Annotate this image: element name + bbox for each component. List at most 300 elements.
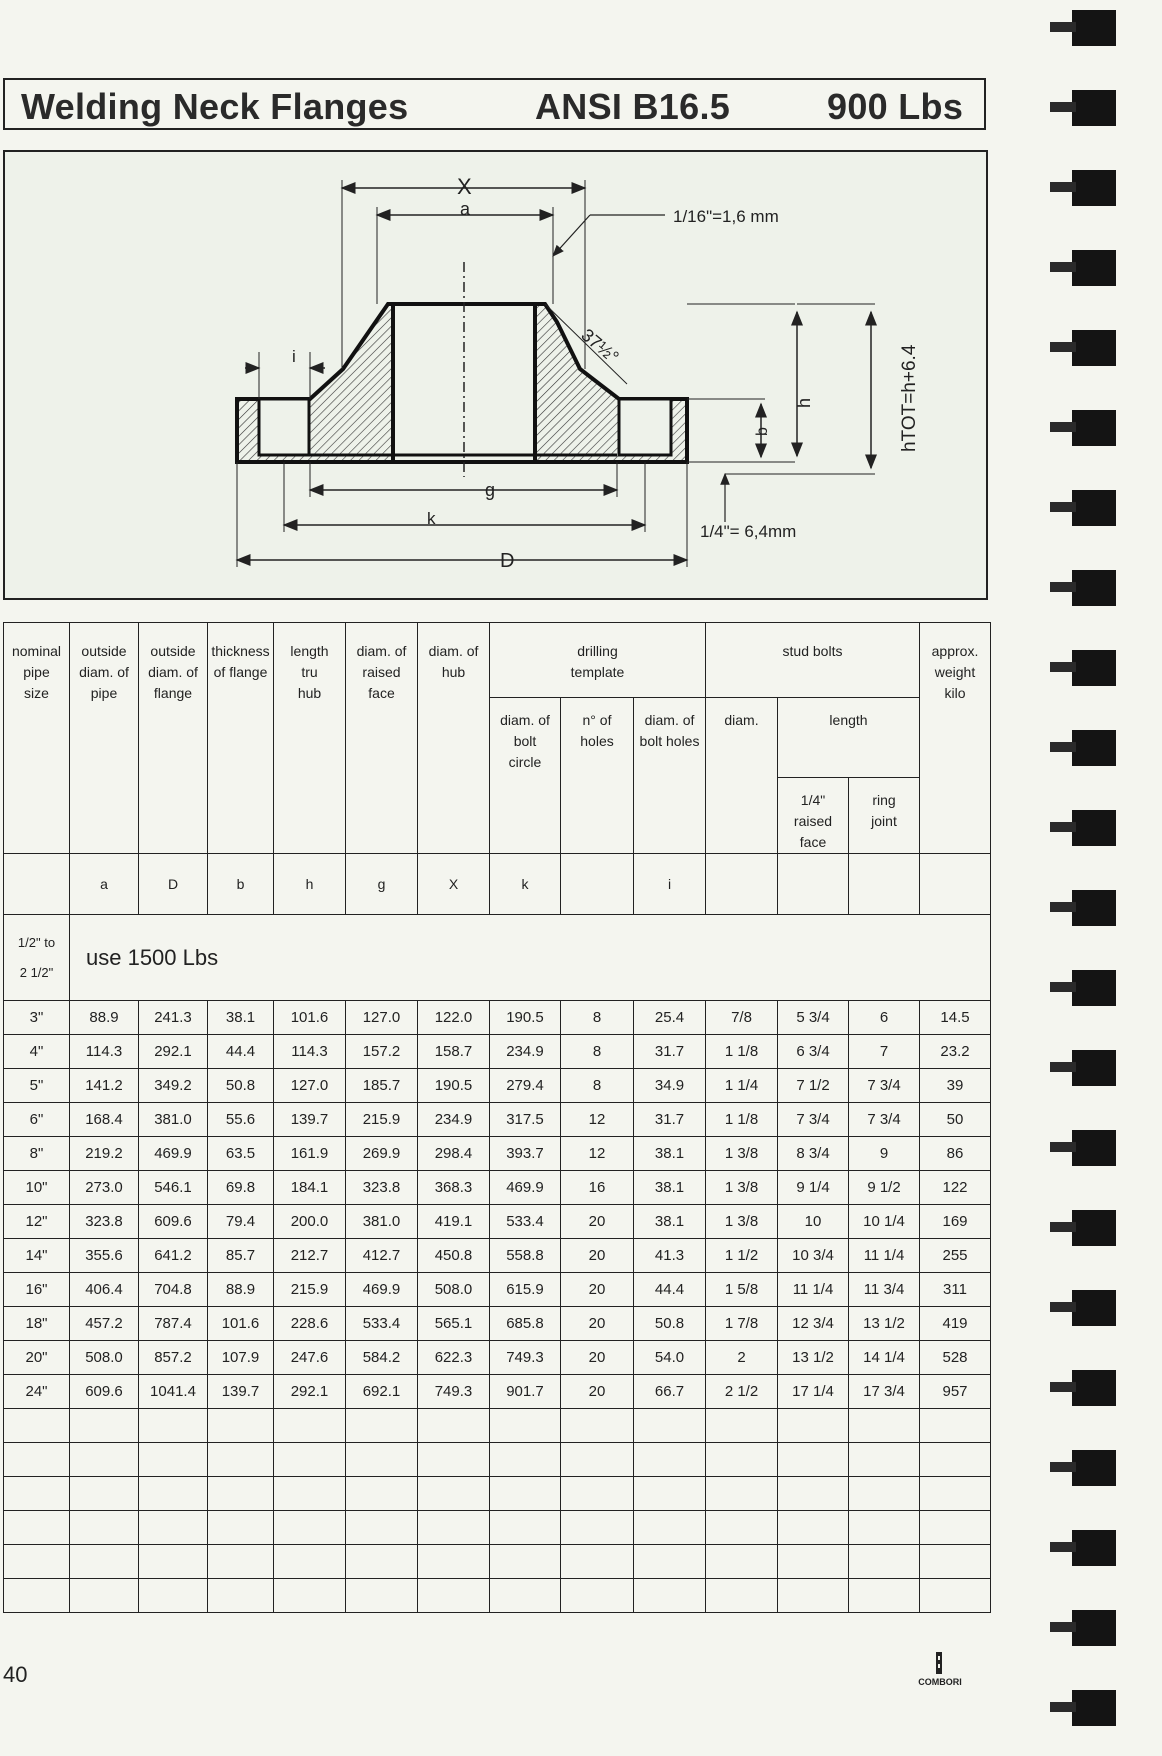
empty-cell <box>706 1579 778 1613</box>
binding-ring <box>1072 410 1116 446</box>
empty-cell <box>920 1511 991 1545</box>
table-cell: 54.0 <box>634 1341 706 1375</box>
table-cell: 1 1/8 <box>706 1103 778 1137</box>
symbol-cell <box>561 854 634 915</box>
empty-cell <box>561 1477 634 1511</box>
row-size-cell: 18" <box>4 1307 70 1341</box>
table-row <box>4 1171 991 1205</box>
empty-cell <box>849 1545 920 1579</box>
flange-diagram <box>3 150 988 600</box>
table-cell: 298.4 <box>418 1137 490 1171</box>
empty-row <box>4 1579 991 1613</box>
note-row <box>4 915 991 1001</box>
binding-hole <box>1050 262 1076 272</box>
table-cell: 38.1 <box>634 1171 706 1205</box>
table-cell: 157.2 <box>346 1035 418 1069</box>
empty-cell <box>346 1545 418 1579</box>
header-nominal-size: nominal pipe size <box>4 623 70 854</box>
table-cell: 279.4 <box>490 1069 561 1103</box>
header-raised-face: diam. of raised face <box>346 623 418 854</box>
empty-cell <box>561 1409 634 1443</box>
row-size-cell: 4" <box>4 1035 70 1069</box>
table-cell: 749.3 <box>418 1375 490 1409</box>
binding-ring <box>1072 1130 1116 1166</box>
table-cell: 34.9 <box>634 1069 706 1103</box>
table-cell: 269.9 <box>346 1137 418 1171</box>
empty-cell <box>778 1477 849 1511</box>
table-cell: 38.1 <box>634 1205 706 1239</box>
empty-cell <box>849 1443 920 1477</box>
table-cell: 85.7 <box>208 1239 274 1273</box>
table-cell: 66.7 <box>634 1375 706 1409</box>
binding-hole <box>1050 502 1076 512</box>
table-cell: 234.9 <box>490 1035 561 1069</box>
empty-cell <box>778 1511 849 1545</box>
empty-cell <box>274 1511 346 1545</box>
table-cell: 161.9 <box>274 1137 346 1171</box>
table-cell: 1 5/8 <box>706 1273 778 1307</box>
table-cell: 169 <box>920 1205 991 1239</box>
row-size-cell: 16" <box>4 1273 70 1307</box>
empty-row <box>4 1511 991 1545</box>
row-size-cell: 24" <box>4 1375 70 1409</box>
empty-cell <box>418 1443 490 1477</box>
header-od-pipe: outside diam. of pipe <box>70 623 139 854</box>
symbol-cell <box>920 854 991 915</box>
empty-cell <box>561 1545 634 1579</box>
table-cell: 184.1 <box>274 1171 346 1205</box>
binding-hole <box>1050 1462 1076 1472</box>
table-cell: 558.8 <box>490 1239 561 1273</box>
table-row <box>4 1239 991 1273</box>
empty-cell <box>418 1477 490 1511</box>
dimension-table <box>3 622 991 1613</box>
empty-cell <box>418 1579 490 1613</box>
table-cell: 508.0 <box>70 1341 139 1375</box>
row-size-cell: 5" <box>4 1069 70 1103</box>
binding-ring <box>1072 1610 1116 1646</box>
table-cell: 168.4 <box>70 1103 139 1137</box>
table-cell: 20 <box>561 1239 634 1273</box>
table-cell: 20 <box>561 1205 634 1239</box>
empty-cell <box>139 1511 208 1545</box>
row-size-cell: 12" <box>4 1205 70 1239</box>
table-cell: 88.9 <box>208 1273 274 1307</box>
table-cell: 450.8 <box>418 1239 490 1273</box>
empty-cell <box>208 1579 274 1613</box>
empty-cell <box>490 1477 561 1511</box>
table-cell: 31.7 <box>634 1103 706 1137</box>
empty-cell <box>490 1511 561 1545</box>
table-cell: 317.5 <box>490 1103 561 1137</box>
label-X: X <box>457 174 472 199</box>
empty-cell <box>418 1545 490 1579</box>
table-cell: 7 3/4 <box>849 1103 920 1137</box>
table-cell: 469.9 <box>490 1171 561 1205</box>
empty-cell <box>561 1511 634 1545</box>
table-cell: 457.2 <box>70 1307 139 1341</box>
binding-hole <box>1050 422 1076 432</box>
binding-ring <box>1072 1370 1116 1406</box>
empty-cell <box>346 1477 418 1511</box>
table-cell: 957 <box>920 1375 991 1409</box>
empty-cell <box>490 1443 561 1477</box>
publisher-logo <box>910 1648 970 1688</box>
empty-cell <box>706 1443 778 1477</box>
row-size-cell: 20" <box>4 1341 70 1375</box>
empty-cell <box>4 1477 70 1511</box>
flange-cross-section <box>5 152 990 602</box>
table-cell: 749.3 <box>490 1341 561 1375</box>
table-cell: 1 3/8 <box>706 1205 778 1239</box>
table-cell: 39 <box>920 1069 991 1103</box>
symbol-cell <box>778 854 849 915</box>
empty-cell <box>70 1477 139 1511</box>
table-cell: 1041.4 <box>139 1375 208 1409</box>
header-od-flange: outside diam. of flange <box>139 623 208 854</box>
table-cell: 533.4 <box>346 1307 418 1341</box>
empty-cell <box>634 1545 706 1579</box>
symbol-cell: b <box>208 854 274 915</box>
table-cell: 79.4 <box>208 1205 274 1239</box>
table-cell: 6 <box>849 1001 920 1035</box>
empty-cell <box>139 1443 208 1477</box>
table-cell: 20 <box>561 1375 634 1409</box>
empty-cell <box>706 1477 778 1511</box>
table-cell: 190.5 <box>418 1069 490 1103</box>
header-stud-length: length <box>778 698 920 778</box>
binding-ring <box>1072 570 1116 606</box>
binding-ring <box>1072 1210 1116 1246</box>
table-cell: 10 1/4 <box>849 1205 920 1239</box>
binding-hole <box>1050 1062 1076 1072</box>
empty-cell <box>849 1477 920 1511</box>
empty-cell <box>70 1409 139 1443</box>
symbol-cell: g <box>346 854 418 915</box>
table-cell: 20 <box>561 1273 634 1307</box>
table-cell: 6 3/4 <box>778 1035 849 1069</box>
table-cell: 50.8 <box>634 1307 706 1341</box>
table-cell: 11 3/4 <box>849 1273 920 1307</box>
table-cell: 8 <box>561 1069 634 1103</box>
binding-hole <box>1050 662 1076 672</box>
binding-ring <box>1072 730 1116 766</box>
empty-cell <box>778 1443 849 1477</box>
empty-cell <box>346 1443 418 1477</box>
table-row <box>4 1205 991 1239</box>
table-cell: 469.9 <box>346 1273 418 1307</box>
table-row <box>4 1035 991 1069</box>
table-cell: 127.0 <box>346 1001 418 1035</box>
table-cell: 88.9 <box>70 1001 139 1035</box>
empty-cell <box>139 1477 208 1511</box>
table-cell: 1 3/8 <box>706 1171 778 1205</box>
note-bottom-raise: 1/4"= 6,4mm <box>700 522 797 541</box>
table-cell: 38.1 <box>208 1001 274 1035</box>
empty-cell <box>778 1409 849 1443</box>
table-cell: 7/8 <box>706 1001 778 1035</box>
binding-ring <box>1072 1050 1116 1086</box>
table-cell: 11 1/4 <box>849 1239 920 1273</box>
table-cell: 12 <box>561 1137 634 1171</box>
binding-hole <box>1050 342 1076 352</box>
table-cell: 381.0 <box>139 1103 208 1137</box>
table-cell: 14.5 <box>920 1001 991 1035</box>
table-cell: 25.4 <box>634 1001 706 1035</box>
table-cell: 857.2 <box>139 1341 208 1375</box>
empty-cell <box>634 1409 706 1443</box>
table-cell: 546.1 <box>139 1171 208 1205</box>
table-cell: 17 1/4 <box>778 1375 849 1409</box>
empty-cell <box>490 1579 561 1613</box>
header-ring-joint: ring joint <box>849 778 920 854</box>
table-cell: 419 <box>920 1307 991 1341</box>
table-cell: 609.6 <box>70 1375 139 1409</box>
symbol-cell <box>849 854 920 915</box>
table-cell: 234.9 <box>418 1103 490 1137</box>
empty-cell <box>139 1409 208 1443</box>
table-cell: 641.2 <box>139 1239 208 1273</box>
table-cell: 311 <box>920 1273 991 1307</box>
empty-cell <box>208 1443 274 1477</box>
table-cell: 381.0 <box>346 1205 418 1239</box>
table-cell: 622.3 <box>418 1341 490 1375</box>
table-cell: 615.9 <box>490 1273 561 1307</box>
table-cell: 158.7 <box>418 1035 490 1069</box>
label-D: D <box>500 550 515 572</box>
binding-hole <box>1050 102 1076 112</box>
symbol-cell: a <box>70 854 139 915</box>
table-cell: 41.3 <box>634 1239 706 1273</box>
header-stud-bolts: stud bolts <box>706 623 920 698</box>
table-cell: 787.4 <box>139 1307 208 1341</box>
table-cell: 12 3/4 <box>778 1307 849 1341</box>
title-pressure-class: 900 Lbs <box>827 86 964 127</box>
table-cell: 1 1/8 <box>706 1035 778 1069</box>
label-b: b <box>754 427 771 436</box>
table-cell: 8 <box>561 1001 634 1035</box>
table-cell: 241.3 <box>139 1001 208 1035</box>
row-size-cell: 3" <box>4 1001 70 1035</box>
binding-hole <box>1050 1222 1076 1232</box>
binding-hole <box>1050 742 1076 752</box>
empty-row <box>4 1443 991 1477</box>
empty-cell <box>70 1511 139 1545</box>
table-cell: 139.7 <box>208 1375 274 1409</box>
table-cell: 14 1/4 <box>849 1341 920 1375</box>
table-cell: 419.1 <box>418 1205 490 1239</box>
table-cell: 215.9 <box>346 1103 418 1137</box>
table-cell: 508.0 <box>418 1273 490 1307</box>
empty-cell <box>634 1511 706 1545</box>
empty-cell <box>920 1477 991 1511</box>
table-cell: 412.7 <box>346 1239 418 1273</box>
table-cell: 190.5 <box>490 1001 561 1035</box>
empty-cell <box>706 1545 778 1579</box>
binding-ring <box>1072 1450 1116 1486</box>
publisher-logo-text: COMBORI <box>918 1677 962 1687</box>
table-cell: 1 1/4 <box>706 1069 778 1103</box>
table-cell: 86 <box>920 1137 991 1171</box>
binding-ring <box>1072 810 1116 846</box>
header-thickness: thickness of flange <box>208 623 274 854</box>
empty-row <box>4 1545 991 1579</box>
header-raised-face-length: 1/4" raised face <box>778 778 849 854</box>
empty-cell <box>920 1545 991 1579</box>
table-cell: 23.2 <box>920 1035 991 1069</box>
table-cell: 139.7 <box>274 1103 346 1137</box>
table-cell: 1 3/8 <box>706 1137 778 1171</box>
empty-cell <box>274 1545 346 1579</box>
empty-cell <box>70 1579 139 1613</box>
empty-cell <box>4 1511 70 1545</box>
empty-cell <box>920 1443 991 1477</box>
table-cell: 55.6 <box>208 1103 274 1137</box>
table-cell: 122 <box>920 1171 991 1205</box>
table-row <box>4 1001 991 1035</box>
table-cell: 469.9 <box>139 1137 208 1171</box>
page-number: 40 <box>3 1662 28 1687</box>
table-cell: 44.4 <box>208 1035 274 1069</box>
table-cell: 185.7 <box>346 1069 418 1103</box>
empty-cell <box>208 1477 274 1511</box>
table-cell: 901.7 <box>490 1375 561 1409</box>
table-cell: 101.6 <box>274 1001 346 1035</box>
empty-cell <box>4 1409 70 1443</box>
header-length-hub: length tru hub <box>274 623 346 854</box>
empty-cell <box>346 1409 418 1443</box>
row-size-cell: 14" <box>4 1239 70 1273</box>
table-cell: 31.7 <box>634 1035 706 1069</box>
table-cell: 685.8 <box>490 1307 561 1341</box>
empty-cell <box>561 1443 634 1477</box>
empty-cell <box>849 1511 920 1545</box>
table-cell: 16 <box>561 1171 634 1205</box>
table-cell: 2 <box>706 1341 778 1375</box>
binding-hole <box>1050 1302 1076 1312</box>
table-cell: 692.1 <box>346 1375 418 1409</box>
table-cell: 368.3 <box>418 1171 490 1205</box>
empty-cell <box>274 1443 346 1477</box>
table-cell: 7 3/4 <box>849 1069 920 1103</box>
table-cell: 1 7/8 <box>706 1307 778 1341</box>
table-cell: 292.1 <box>274 1375 346 1409</box>
table-cell: 8 3/4 <box>778 1137 849 1171</box>
row-size-cell: 10" <box>4 1171 70 1205</box>
empty-cell <box>634 1477 706 1511</box>
table-cell: 200.0 <box>274 1205 346 1239</box>
table-cell: 8 <box>561 1035 634 1069</box>
note-top-raise: 1/16"=1,6 mm <box>673 207 779 226</box>
binding-ring <box>1072 10 1116 46</box>
header-stud-diam: diam. <box>706 698 778 854</box>
symbol-row <box>4 854 991 915</box>
symbol-cell: k <box>490 854 561 915</box>
empty-cell <box>208 1511 274 1545</box>
empty-cell <box>346 1579 418 1613</box>
empty-cell <box>778 1579 849 1613</box>
table-cell: 5 3/4 <box>778 1001 849 1035</box>
binding-ring <box>1072 90 1116 126</box>
table-cell: 38.1 <box>634 1137 706 1171</box>
table-cell: 50 <box>920 1103 991 1137</box>
binding-hole <box>1050 1142 1076 1152</box>
binding-ring <box>1072 490 1116 526</box>
table-cell: 7 1/2 <box>778 1069 849 1103</box>
table-cell: 44.4 <box>634 1273 706 1307</box>
table-cell: 10 <box>778 1205 849 1239</box>
title-bar <box>3 78 986 130</box>
table-cell: 565.1 <box>418 1307 490 1341</box>
table-cell: 1 1/2 <box>706 1239 778 1273</box>
table-row <box>4 1307 991 1341</box>
empty-cell <box>418 1511 490 1545</box>
table-cell: 212.7 <box>274 1239 346 1273</box>
empty-cell <box>70 1545 139 1579</box>
table-cell: 2 1/2 <box>706 1375 778 1409</box>
binding-ring <box>1072 1530 1116 1566</box>
empty-cell <box>561 1579 634 1613</box>
table-cell: 533.4 <box>490 1205 561 1239</box>
table-row <box>4 1273 991 1307</box>
empty-cell <box>849 1409 920 1443</box>
symbol-cell <box>4 854 70 915</box>
table-cell: 9 1/2 <box>849 1171 920 1205</box>
table-cell: 20 <box>561 1307 634 1341</box>
table-cell: 609.6 <box>139 1205 208 1239</box>
header-hub-diam: diam. of hub <box>418 623 490 854</box>
empty-cell <box>634 1579 706 1613</box>
empty-cell <box>778 1545 849 1579</box>
table-cell: 10 3/4 <box>778 1239 849 1273</box>
empty-cell <box>920 1579 991 1613</box>
empty-cell <box>706 1409 778 1443</box>
empty-cell <box>346 1511 418 1545</box>
empty-cell <box>139 1579 208 1613</box>
table-cell: 63.5 <box>208 1137 274 1171</box>
table-cell: 114.3 <box>274 1035 346 1069</box>
label-h: h <box>794 397 814 408</box>
binding-ring <box>1072 890 1116 926</box>
table-cell: 11 1/4 <box>778 1273 849 1307</box>
spiral-binding <box>1050 0 1162 1756</box>
empty-cell <box>418 1409 490 1443</box>
row-size-cell: 6" <box>4 1103 70 1137</box>
empty-cell <box>490 1409 561 1443</box>
empty-row <box>4 1409 991 1443</box>
binding-hole <box>1050 1702 1076 1712</box>
binding-ring <box>1072 330 1116 366</box>
table-cell: 7 <box>849 1035 920 1069</box>
table-cell: 215.9 <box>274 1273 346 1307</box>
note-htot: hTOT=h+6.4 <box>899 344 920 452</box>
table-cell: 114.3 <box>70 1035 139 1069</box>
table-cell: 406.4 <box>70 1273 139 1307</box>
table-cell: 17 3/4 <box>849 1375 920 1409</box>
label-k: k <box>427 509 436 528</box>
table-cell: 9 1/4 <box>778 1171 849 1205</box>
symbol-cell: h <box>274 854 346 915</box>
table-cell: 584.2 <box>346 1341 418 1375</box>
empty-cell <box>4 1545 70 1579</box>
table-cell: 273.0 <box>70 1171 139 1205</box>
binding-hole <box>1050 22 1076 32</box>
table-cell: 127.0 <box>274 1069 346 1103</box>
label-a: a <box>460 199 471 219</box>
binding-hole <box>1050 182 1076 192</box>
symbol-cell <box>706 854 778 915</box>
binding-ring <box>1072 1690 1116 1726</box>
